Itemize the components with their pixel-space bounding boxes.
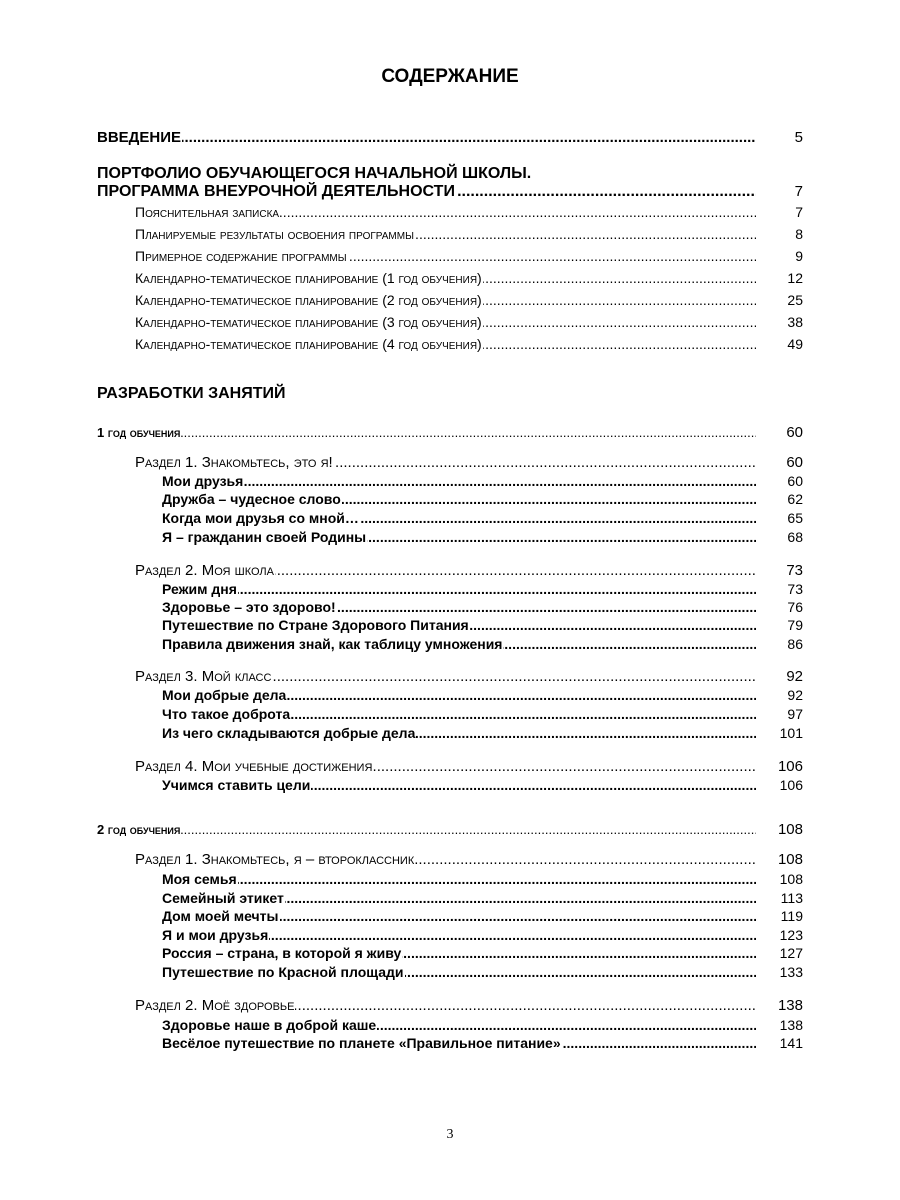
toc-label: Я – гражданин своей Родины — [162, 529, 367, 545]
toc-page: 68 — [787, 529, 803, 545]
toc-page: 133 — [779, 964, 803, 980]
toc-label: Здоровье – это здорово! — [162, 599, 336, 615]
toc-label: Пояснительная записка — [135, 204, 280, 220]
toc-entry-topic[interactable] — [0, 527, 900, 547]
toc-label: Раздел 2. Моё здоровье — [135, 997, 295, 1014]
toc-label: Россия – страна, в которой я живу — [162, 945, 402, 961]
toc-label: Весёлое путешествие по планете «Правильное питание» — [162, 1035, 561, 1051]
toc-page: 5 — [794, 129, 803, 146]
toc-page: 92 — [787, 687, 803, 703]
toc-label: Учимся ставить цели — [162, 777, 311, 793]
toc-entry-portfolio[interactable] — [0, 182, 900, 202]
toc-page: 106 — [777, 758, 803, 775]
toc-entry-topic[interactable] — [0, 869, 900, 889]
toc-entry-year-2[interactable] — [0, 820, 900, 840]
toc-page: 25 — [787, 292, 803, 308]
toc-entry-topic[interactable] — [0, 615, 900, 635]
lessons-heading: РАЗРАБОТКИ ЗАНЯТИЙ — [97, 385, 286, 402]
toc-page: 138 — [779, 1017, 803, 1033]
toc-entry[interactable] — [0, 290, 900, 310]
toc-label: Дом моей мечты — [162, 908, 279, 924]
toc-page: 108 — [779, 871, 803, 887]
toc-label: Правила движения знай, как таблицу умножения — [162, 636, 503, 652]
toc-entry-topic[interactable] — [0, 634, 900, 654]
toc-label: Раздел 2. Моя школа — [135, 562, 274, 579]
toc-label: Мои друзья — [162, 473, 244, 489]
toc-entry-topic[interactable] — [0, 943, 900, 963]
toc-entry-topic[interactable] — [0, 597, 900, 617]
toc-label: Путешествие по Красной площади — [162, 964, 404, 980]
toc-entry[interactable] — [0, 312, 900, 332]
toc-page: 113 — [780, 890, 803, 906]
toc-label: Раздел 4. Мои учебные достижения — [135, 758, 373, 775]
toc-label: Что такое доброта — [162, 706, 291, 722]
toc-label: Раздел 1. Знакомьтесь, это я! — [135, 454, 333, 471]
toc-page: 141 — [779, 1035, 803, 1051]
toc-entry-topic[interactable] — [0, 962, 900, 982]
toc-entry[interactable] — [0, 334, 900, 354]
toc-label: Календарно-тематическое планирование (1 год обучения) — [135, 270, 482, 286]
toc-label: Режим дня — [162, 581, 237, 597]
portfolio-heading-line1: ПОРТФОЛИО ОБУЧАЮЩЕГОСЯ НАЧАЛЬНОЙ ШКОЛЫ. — [97, 165, 532, 182]
toc-label: 2 год обучения — [97, 822, 181, 837]
toc-page: 92 — [786, 668, 803, 685]
toc-label: ВВЕДЕНИЕ — [97, 129, 181, 146]
toc-page: 86 — [787, 636, 803, 652]
toc-page: 49 — [787, 336, 803, 352]
toc-label: Календарно-тематическое планирование (4 год обучения) — [135, 336, 482, 352]
toc-entry-section[interactable] — [0, 561, 900, 581]
toc-entry-topic[interactable] — [0, 925, 900, 945]
toc-entry-topic[interactable] — [0, 723, 900, 743]
toc-entry-section[interactable] — [0, 850, 900, 870]
toc-page: 8 — [795, 226, 803, 242]
toc-page: 60 — [786, 424, 803, 441]
toc-entry-topic[interactable] — [0, 704, 900, 724]
toc-page: 79 — [787, 617, 803, 633]
toc-entry-year-1[interactable] — [0, 423, 900, 443]
toc-entry-topic[interactable] — [0, 906, 900, 926]
toc-page: 97 — [787, 706, 803, 722]
toc-page: 106 — [779, 777, 803, 793]
page-title: СОДЕРЖАНИЕ — [381, 66, 519, 87]
toc-entry-section[interactable] — [0, 996, 900, 1016]
toc-entry[interactable] — [0, 202, 900, 222]
toc-entry[interactable] — [0, 246, 900, 266]
toc-label: 1 год обучения — [97, 425, 181, 440]
toc-entry-intro[interactable] — [0, 128, 900, 148]
toc-label: Мои добрые дела — [162, 687, 287, 703]
page-number: 3 — [446, 1127, 454, 1142]
toc-label: Раздел 3. Мой класс — [135, 668, 272, 685]
toc-page: 108 — [777, 851, 803, 868]
toc-page: 138 — [777, 997, 803, 1014]
toc-entry-topic[interactable] — [0, 1015, 900, 1035]
toc-label: Когда мои друзья со мной… — [162, 510, 359, 526]
toc-page: 60 — [787, 473, 803, 489]
toc-label: Я и мои друзья — [162, 927, 269, 943]
toc-entry-topic[interactable] — [0, 685, 900, 705]
toc-entry-topic[interactable] — [0, 579, 900, 599]
toc-page: 38 — [787, 314, 803, 330]
toc-entry-topic[interactable] — [0, 775, 900, 795]
toc-entry-topic[interactable] — [0, 489, 900, 509]
toc-page: 9 — [795, 248, 803, 264]
toc-label: Моя семья — [162, 871, 237, 887]
toc-entry-topic[interactable] — [0, 471, 900, 491]
toc-page: 119 — [780, 908, 803, 924]
toc-label: Примерное содержание программы — [135, 248, 347, 264]
toc-entry-section[interactable] — [0, 453, 900, 473]
toc-label: Планируемые результаты освоения программы — [135, 226, 414, 242]
toc-page: 60 — [786, 454, 803, 471]
toc-label: Календарно-тематическое планирование (3 год обучения) — [135, 314, 482, 330]
toc-entry-section[interactable] — [0, 757, 900, 777]
toc-entry-section[interactable] — [0, 667, 900, 687]
toc-page: 12 — [787, 270, 803, 286]
toc-page: 127 — [779, 945, 803, 961]
toc-entry-topic[interactable] — [0, 508, 900, 528]
toc-page: 7 — [795, 204, 803, 220]
toc-page: 108 — [777, 821, 803, 838]
toc-label: Дружба – чудесное слово — [162, 491, 341, 507]
toc-page: 73 — [787, 581, 803, 597]
toc-page: 62 — [787, 491, 803, 507]
toc-label: Семейный этикет — [162, 890, 284, 906]
toc-page: 123 — [779, 927, 803, 943]
toc-label: Календарно-тематическое планирование (2 год обучения) — [135, 292, 482, 308]
toc-label: Из чего складываются добрые дела — [162, 725, 416, 741]
toc-page: 76 — [787, 599, 803, 615]
toc-label: ПРОГРАММА ВНЕУРОЧНОЙ ДЕЯТЕЛЬНОСТИ — [97, 183, 455, 200]
toc-label: Раздел 1. Знакомьтесь, я – второклассник — [135, 851, 415, 868]
toc-label: Здоровье наше в доброй каше — [162, 1017, 377, 1033]
toc-page: 7 — [794, 183, 803, 200]
toc-page: 65 — [787, 510, 803, 526]
toc-entry-topic[interactable] — [0, 888, 900, 908]
toc-label: Путешествие по Стране Здорового Питания — [162, 617, 469, 633]
toc-entry-topic[interactable] — [0, 1033, 900, 1053]
toc-page: 73 — [786, 562, 803, 579]
toc-entry[interactable] — [0, 224, 900, 244]
toc-entry[interactable] — [0, 268, 900, 288]
toc-page: 101 — [779, 725, 803, 741]
